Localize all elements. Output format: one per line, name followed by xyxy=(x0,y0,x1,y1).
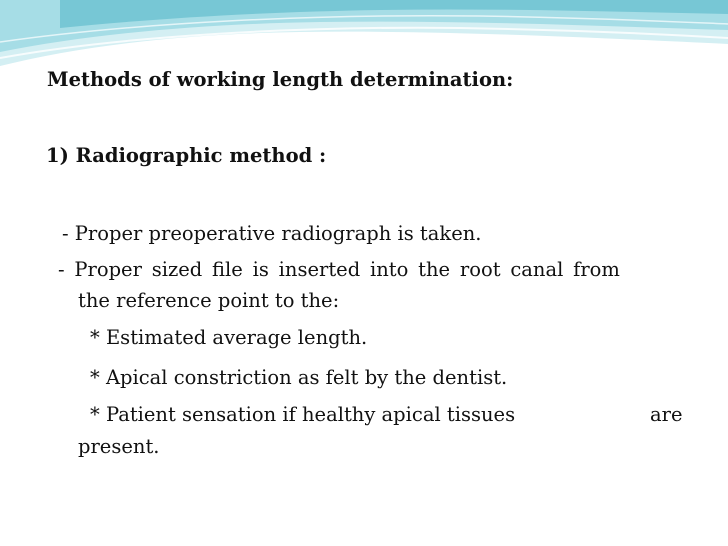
section-title: 1) Radiographic method : xyxy=(46,144,327,167)
bullet-file-inserted-cont: the reference point to the: xyxy=(78,289,340,312)
slide-heading: Methods of working length determination: xyxy=(47,68,514,91)
sub-bullet-patient-sensation: * Patient sensation if healthy apical tissues xyxy=(90,403,516,426)
bullet-file-inserted: - Proper sized file is inserted into the root canal from xyxy=(58,258,620,281)
sub-bullet-patient-sensation-end: are xyxy=(650,403,683,426)
sub-bullet-estimated-length: * Estimated average length. xyxy=(90,326,368,349)
bullet-preoperative-radiograph: - Proper preoperative radiograph is taken. xyxy=(62,222,482,245)
sub-bullet-patient-sensation-cont: present. xyxy=(78,435,160,458)
sub-bullet-apical-constriction: * Apical constriction as felt by the dentist. xyxy=(90,366,508,389)
